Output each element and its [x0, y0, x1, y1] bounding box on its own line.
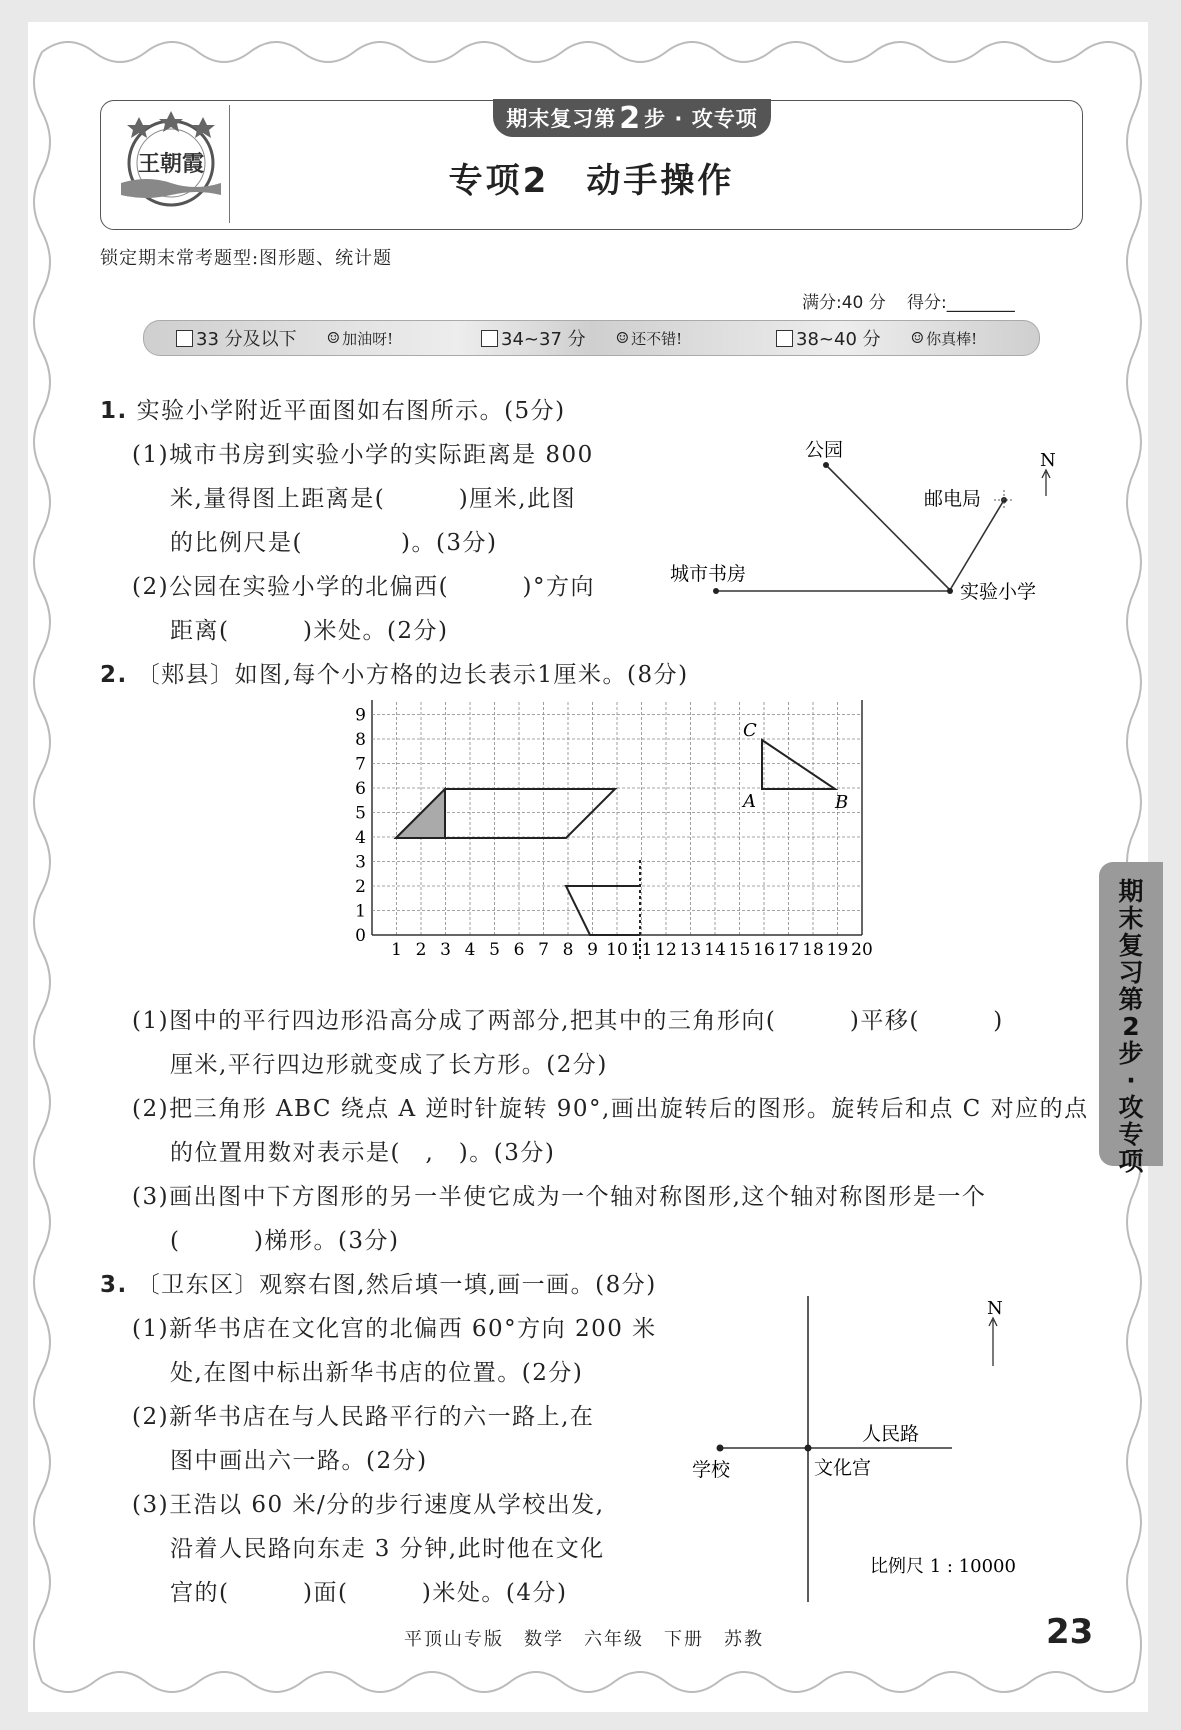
- q2-grid-figure: [330, 700, 900, 990]
- step-number: 2: [619, 100, 642, 136]
- palace-point: [805, 1445, 812, 1452]
- side-tab-label: 期末复习第2步·攻专项: [1118, 877, 1144, 1176]
- north-label: N: [1040, 450, 1056, 471]
- x-tick-label: 18: [802, 940, 824, 960]
- step-label-a: 期末复习第: [506, 107, 617, 131]
- score-level-1: 33 分及以下 ☺ 加油呀!: [176, 325, 393, 351]
- q1-stem: 1. 实验小学附近平面图如右图所示。(5分): [100, 398, 566, 424]
- north-label: N: [987, 1298, 1003, 1319]
- q1-line-1: (1)城市书房到实验小学的实际距离是 800: [132, 442, 594, 468]
- score-bar: [143, 320, 1040, 356]
- q1-line-2: 米,量得图上距离是( )厘米,此图: [170, 486, 577, 512]
- x-tick-label: 6: [513, 940, 525, 960]
- q2-line-4: 的位置用数对表示是( , )。(3分): [170, 1140, 556, 1166]
- x-tick-label: 15: [728, 940, 751, 960]
- score-level-2: 34~37 分 ☺ 还不错!: [481, 325, 682, 351]
- x-tick-label: 2: [415, 940, 427, 960]
- svg-text:王朝霞: 王朝霞: [137, 151, 205, 177]
- y-tick-label: 6: [355, 779, 366, 799]
- scale-label: 比例尺 1 : 10000: [870, 1556, 1016, 1577]
- road-label: 人民路: [862, 1423, 920, 1445]
- post-label: 邮电局: [924, 488, 982, 510]
- post-road: [950, 500, 1004, 590]
- x-tick-label: 20: [851, 940, 873, 960]
- full-score: 满分:40 分: [802, 293, 886, 313]
- label-a: A: [743, 791, 756, 812]
- label-c: C: [743, 720, 757, 741]
- x-tick-label: 10: [606, 940, 628, 960]
- x-tick-label: 4: [464, 940, 476, 960]
- y-tick-label: 8: [355, 730, 366, 750]
- y-tick-label: 7: [355, 754, 366, 775]
- q2-line-1: (1)图中的平行四边形沿高分成了两部分,把其中的三角形向( )平移( ): [132, 1008, 1004, 1034]
- checkbox-1[interactable]: [176, 330, 193, 347]
- label-b: B: [835, 792, 849, 813]
- page-title: 专项2 动手操作: [448, 161, 735, 201]
- palace-label: 文化宫: [814, 1457, 872, 1479]
- x-tick-label: 17: [777, 940, 800, 960]
- y-tick-label: 9: [355, 705, 366, 726]
- library-label: 城市书房: [670, 563, 747, 585]
- q1-map: [660, 430, 1080, 610]
- q1-line-3: 的比例尺是( )。(3分): [170, 530, 498, 556]
- x-tick-label: 7: [538, 940, 549, 960]
- q1-line-4: (2)公园在实验小学的北偏西( )°方向: [132, 574, 596, 600]
- y-tick-label: 4: [355, 828, 366, 848]
- checkbox-3[interactable]: [776, 330, 793, 347]
- step-label-b: 步 · 攻专项: [644, 107, 758, 131]
- subtitle: 锁定期末常考题型:图形题、统计题: [100, 248, 393, 269]
- q3-line-3: (2)新华书店在与人民路平行的六一路上,在: [132, 1404, 595, 1430]
- x-tick-label: 5: [489, 940, 500, 960]
- school-label: 实验小学: [960, 581, 1037, 603]
- x-tick-label: 14: [704, 940, 726, 960]
- x-tick-label: 8: [562, 940, 574, 960]
- school-label: 学校: [692, 1459, 731, 1481]
- score-level-3: 38~40 分 ☺ 你真棒!: [776, 325, 977, 351]
- park-point: [823, 462, 829, 468]
- q3-line-6: 沿着人民路向东走 3 分钟,此时他在文化: [170, 1536, 605, 1562]
- x-tick-label: 19: [826, 940, 849, 960]
- q1-line-5: 距离( )米处。(2分): [170, 618, 449, 644]
- x-tick-label: 12: [655, 940, 677, 960]
- school-point: [717, 1445, 724, 1452]
- step-tab: [493, 99, 771, 137]
- y-tick-label: [344, 700, 366, 701]
- y-tick-label: 3: [355, 852, 366, 873]
- y-tick-label: 0: [355, 926, 366, 946]
- y-tick-labels: [344, 700, 366, 946]
- park-road: [826, 465, 950, 590]
- x-tick-label: 3: [440, 940, 451, 960]
- x-tick-labels: [391, 940, 873, 960]
- q3-line-4: 图中画出六一路。(2分): [170, 1448, 428, 1474]
- q3-line-1: (1)新华书店在文化宫的北偏西 60°方向 200 米: [132, 1316, 657, 1342]
- y-tick-label: 5: [355, 803, 366, 824]
- cheer-icon-1: ☺: [326, 329, 341, 347]
- cheer-icon-2: ☺: [615, 329, 630, 347]
- x-tick-label: 1: [391, 940, 402, 960]
- x-tick-label: 9: [587, 940, 598, 960]
- q3-stem: 3. 〔卫东区〕观察右图,然后填一填,画一画。(8分): [100, 1272, 657, 1298]
- park-label: 公园: [805, 439, 844, 461]
- x-tick-label: 13: [679, 940, 702, 960]
- triangle-abc: [762, 740, 835, 789]
- q2-line-3: (2)把三角形 ABC 绕点 A 逆时针旋转 90°,画出旋转后的图形。旋转后和点 C 对应的点: [132, 1096, 1089, 1122]
- q3-line-7: 宫的( )面( )米处。(4分): [170, 1580, 568, 1606]
- q2-stem: 2. 〔郏县〕如图,每个小方格的边长表示1厘米。(8分): [100, 662, 689, 688]
- score-got: 得分:________: [907, 293, 1015, 313]
- q2-line-2: 厘米,平行四边形就变成了长方形。(2分): [170, 1052, 608, 1078]
- header-box: [100, 100, 1083, 230]
- q3-map: [680, 1290, 1060, 1610]
- q3-line-5: (3)王浩以 60 米/分的步行速度从学校出发,: [132, 1492, 605, 1518]
- q2-line-5: (3)画出图中下方图形的另一半使它成为一个轴对称图形,这个轴对称图形是一个: [132, 1184, 987, 1210]
- school-point: [947, 588, 953, 594]
- y-tick-label: 2: [355, 877, 366, 897]
- q2-line-6: ( )梯形。(3分): [170, 1228, 400, 1254]
- page-number: 23: [1046, 1612, 1094, 1652]
- cheer-icon-3: ☺: [910, 329, 925, 347]
- x-tick-label: 11: [630, 940, 653, 960]
- library-point: [713, 588, 719, 594]
- footer: 平顶山专版 数学 六年级 下册 苏教: [404, 1629, 764, 1650]
- y-tick-label: 1: [355, 901, 366, 922]
- x-tick-label: 16: [753, 940, 775, 960]
- q3-line-2: 处,在图中标出新华书店的位置。(2分): [170, 1360, 584, 1386]
- checkbox-2[interactable]: [481, 330, 498, 347]
- shaded-triangle: [396, 789, 445, 838]
